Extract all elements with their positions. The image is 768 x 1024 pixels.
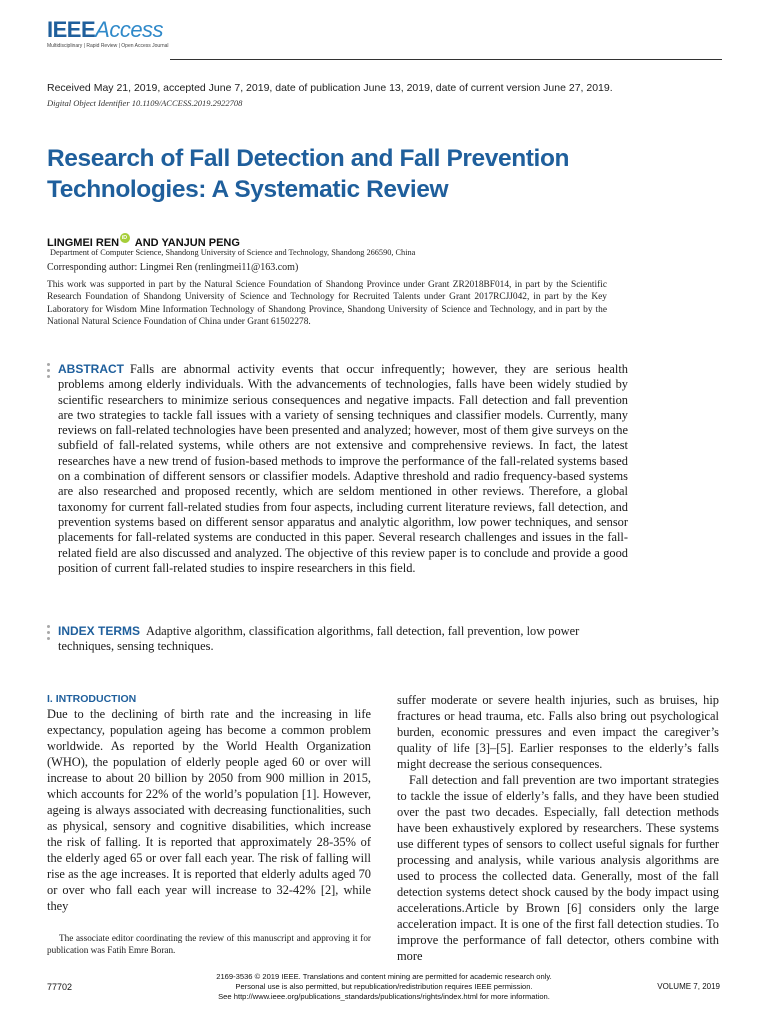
index-terms-text: Adaptive algorithm, classification algorithms, fall detection, fall prevention, low power techniques, sensing techniques. xyxy=(58,624,580,654)
affiliation: Department of Computer Science, Shandong University of Science and Technology, Shandong 266590, China xyxy=(50,248,416,257)
journal-tagline: Multidisciplinary | Rapid Review | Open Access Journal xyxy=(47,43,169,49)
abstract-label: ABSTRACT xyxy=(58,362,124,376)
doi-line[interactable]: Digital Object Identifier 10.1109/ACCESS.2019.2922708 xyxy=(47,98,243,108)
intro-paragraph: suffer moderate or severe health injuries, such as bruises, hip fractures or head trauma, etc. Falls also bring out psychological burden, economic pressures and even impact the caregiver’s quality of life [3]–[5]. Earlier responses to the elderly’s falls might decrease the serious consequences. xyxy=(397,693,719,771)
volume-label: VOLUME 7, 2019 xyxy=(657,982,720,991)
left-column xyxy=(47,692,371,914)
orcid-icon[interactable] xyxy=(120,233,130,243)
index-terms-marker-icon xyxy=(47,625,50,643)
copyright-notice xyxy=(190,972,578,1002)
right-column xyxy=(397,692,719,964)
copyright-line[interactable]: See http://www.ieee.org/publications_standards/publications/rights/index.html for more information. xyxy=(218,992,550,1001)
received-dates: Received May 21, 2019, accepted June 7, 2019, date of publication June 13, 2019, date of current version June 27, 2019. xyxy=(47,82,613,94)
author-line xyxy=(47,233,240,249)
copyright-line: 2169-3536 © 2019 IEEE. Translations and content mining are permitted for academic research only. xyxy=(216,972,552,981)
footnote-text: The associate editor coordinating the review of this manuscript and approving it for publication was Fatih Emre Boran. xyxy=(47,933,371,955)
corresponding-author: Corresponding author: Lingmei Ren (renlingmei11@163.com) xyxy=(47,262,299,273)
author-name: AND YANJUN PENG xyxy=(132,237,240,249)
section-heading: I. INTRODUCTION xyxy=(47,693,137,705)
editor-footnote xyxy=(47,933,371,956)
page-number: 77702 xyxy=(47,982,73,992)
funding-statement: This work was supported in part by the Natural Science Foundation of Shandong Province under Grant ZR2018BF014, in part by the Scientific Research Foundation of Shandong University of Science and Technology for Recruited Talents under Grant 2017RCJJ042, in part by the Key Laboratory for Wisdom Mine Information Technology of Shandong Province, Shandong University of Science and Technology, and in part by the National Natural Science Foundation of China under Grant 61502278. xyxy=(47,280,607,328)
abstract-marker-icon xyxy=(47,363,50,381)
logo-access: Access xyxy=(95,17,164,42)
logo-ieee: IEEE xyxy=(47,17,96,42)
paper-title: Research of Fall Detection and Fall Prevention Technologies: A Systematic Review xyxy=(47,145,570,203)
author-name: LINGMEI REN xyxy=(47,237,120,249)
copyright-line: Personal use is also permitted, but republication/redistribution requires IEEE permission. xyxy=(235,982,533,991)
abstract-text: Falls are abnormal activity events that occur infrequently; however, they are serious health problems among elderly individuals. With the advancements of technologies, falls have been widely studied by scientific researchers to minimize serious consequences and negative impacts. Fall detection and fall prevention are two strategies to tackle fall issues with a variety of sensing techniques and classifier models. Currently, many reviews on fall-related technologies have been presented and analyzed; however, most of them give surveys on the subfield of fall-related systems, while others are not extensive and comprehensive reviews. In fact, the latest researches have a new trend of fusion-based methods to improve the performance of the fall-related systems based on a combination of different sensors or classifier models. Adaptive threshold and radio frequency-based systems are also researched and proposed recently, which are seldom mentioned in other reviews. Therefore, a global taxonomy for current fall-related studies from four aspects, including current literature reviews, fall detection, and prevention systems based on different sensor apparatus and analytic algorithm, low power techniques, and sensor placements for fall-related systems are conducted in this paper. Several research challenges and issues in the fall-related field are also discussed and analyzed. The objective of this review paper is to conclude and provide a good position of current fall-related studies to inspire researchers in this field. xyxy=(58,362,628,575)
intro-paragraph: Due to the declining of birth rate and the increasing in life expectancy, population ageing has become a common problem worldwide. As reported by the World Health Organization (WHO), the population of elderly people aged 60 or over will increase to about 20 billion by 2050 from 900 million in 2015, which accounts for 22% of the world’s population [1]. However, ageing is always associated with decreasing functionalities, such as physical, sensory and cognitive disabilities, which increase the risk of falling. It is reported that approximately 28-35% of the elderly aged 65 or over fall each year. The risk of falling will rise as the age increases. It is reported that elderly adults aged 70 or over who fall each year will increase to 32-42% [2], while they xyxy=(47,707,371,913)
header-divider xyxy=(170,59,722,60)
index-terms-block xyxy=(58,624,638,655)
index-terms-label: INDEX TERMS xyxy=(58,624,141,638)
journal-logo xyxy=(47,18,169,50)
abstract-block xyxy=(58,362,628,576)
intro-paragraph: Fall detection and fall prevention are two important strategies to tackle the issue of elderly’s falls, and they have been studied over the past two decades. Especially, fall detection methods have been exhaustively explored by researchers. These systems use different types of sensors to collect useful signals for further processing and analysis, while various analysis algorithms are used to process the collected data. Generally, most of the fall detection systems detect shock caused by the body impact using accelerations.Article by Brown [6] considers only the large acceleration impact. It is one of the first fall detection studies. To improve the performance of fall detector, others combine with more xyxy=(397,773,719,963)
